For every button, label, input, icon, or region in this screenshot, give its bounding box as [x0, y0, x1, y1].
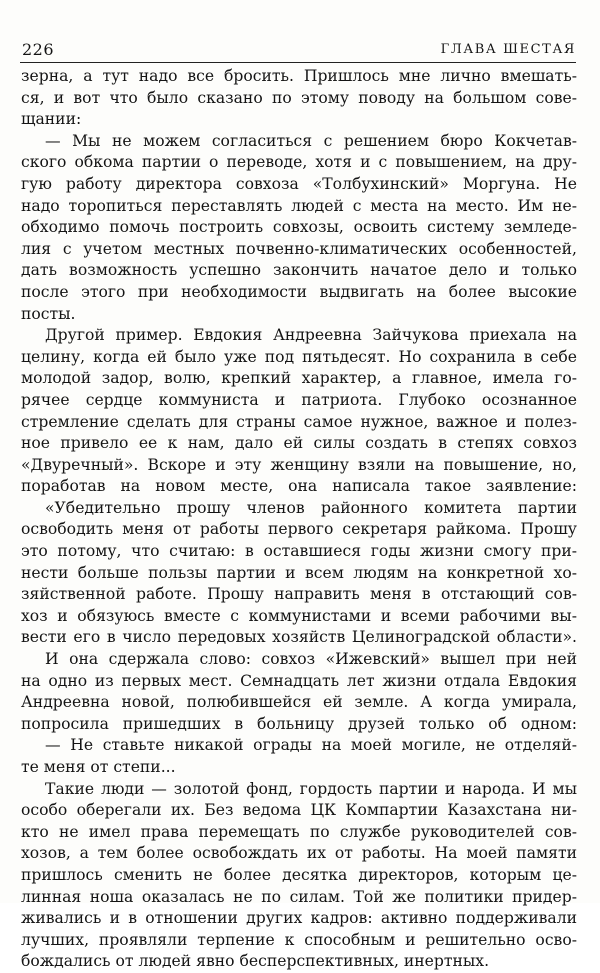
text-line: это потому, что считаю: в оставшиеся годы жизни смогу при-	[21, 542, 577, 561]
text-line: «Убедительно прошу членов районного комитета партии	[45, 498, 577, 517]
text-line: бождались от людей явно бесперспективных, инертных.	[21, 952, 490, 971]
text-line: Андреевна новой, полюбившейся ей земле. А когда умирала,	[21, 693, 577, 712]
text-line: Другой пример. Евдокия Андреевна Зайчукова приехала на	[45, 326, 577, 345]
running-header	[20, 38, 576, 63]
text-line: зерна, а тут надо все бросить. Пришлось мне лично вмешать-	[21, 67, 577, 85]
text-line: после этого при необходимости выдвигать на более высокие	[21, 282, 577, 301]
text-line: лия с учетом местных почвенно-климатических особенностей,	[21, 239, 577, 258]
text-line: посты.	[21, 304, 76, 323]
text-line: молодой задор, волю, крепкий характер, а главное, имела го-	[21, 369, 577, 388]
text-line: лучших, проявляли терпение к способным и решительно осво-	[21, 930, 577, 949]
text-line: те меня от степи...	[21, 758, 176, 776]
page-number: 226	[22, 40, 55, 59]
text-line: ное привело ее к нам, дало ей силы создать в степях совхоз	[21, 434, 577, 453]
body-text	[21, 66, 577, 973]
text-line: живались и в отношении других кадров: активно поддерживали	[21, 909, 577, 928]
text-line: ся, и вот что было сказано по этому поводу на большом сове-	[21, 88, 577, 107]
text-line: Такие люди — золотой фонд, гордость партии и народа. И мы	[45, 779, 577, 798]
text-line: на одно из первых мест. Семнадцать лет жизни отдала Евдокия	[21, 671, 577, 690]
text-line: И она сдержала слово: совхоз «Ижевский» вышел при ней	[45, 650, 577, 669]
text-line: — Мы не можем согласиться с решением бюро Кокчетав-	[45, 131, 577, 150]
text-line: рячее сердце коммуниста и патриота. Глубоко осознанное	[21, 390, 577, 409]
text-line: зяйственной работе. Прошу направить меня в отстающий сов-	[21, 585, 577, 604]
text-line: попросила пришедших в больницу друзей только об одном:	[21, 714, 577, 733]
text-line: «Двуречный». Вскоре и эту женщину взяли на повышение, но,	[21, 455, 577, 474]
text-line: обходимо помочь построить совхозы, освоить систему земледе-	[21, 218, 577, 237]
text-line: линная ноша оказалась не по силам. Той же политики придер-	[21, 887, 577, 906]
text-line: ского обкома партии о переводе, хотя и с повышением, на дру-	[21, 153, 577, 172]
text-line: — Не ставьте никакой ограды на моей могиле, не отделяй-	[45, 736, 577, 755]
text-line: поработав на новом месте, она написала такое заявление:	[21, 477, 577, 496]
chapter-title: ГЛАВА ШЕСТАЯ	[440, 42, 576, 57]
text-line: нести больше пользы партии и всем людям на конкретной хо-	[21, 563, 577, 582]
text-line: дать возможность успешно закончить начатое дело и только	[21, 261, 577, 280]
text-line: особо оберегали их. Без ведома ЦК Компартии Казахстана ни-	[21, 801, 577, 820]
text-line: гую работу директора совхоза «Толбухинский» Моргуна. Не	[21, 174, 577, 193]
text-line: освободить меня от работы первого секретаря райкома. Прошу	[21, 520, 577, 539]
text-line: вести его в число передовых хозяйств Целиноградской области».	[21, 628, 577, 647]
text-line: кто не имел права перемещать по службе руководителей сов-	[21, 822, 577, 841]
text-line: щании:	[21, 110, 82, 129]
text-line: целину, когда ей было уже под пятьдесят. Но сохранила в себе	[21, 347, 577, 366]
text-line: хоз и обязуюсь вместе с коммунистами и всеми рабочими вы-	[21, 606, 577, 625]
text-line: стремление сделать для страны самое нужное, важное и полез-	[21, 412, 577, 431]
text-line: пришлось сменить не более десятка директоров, которым це-	[21, 865, 577, 884]
text-line: надо торопиться переставлять людей с места на место. Им не-	[21, 196, 577, 215]
text-line: хозов, а тем более освобождать их от работы. На моей памяти	[21, 844, 577, 863]
